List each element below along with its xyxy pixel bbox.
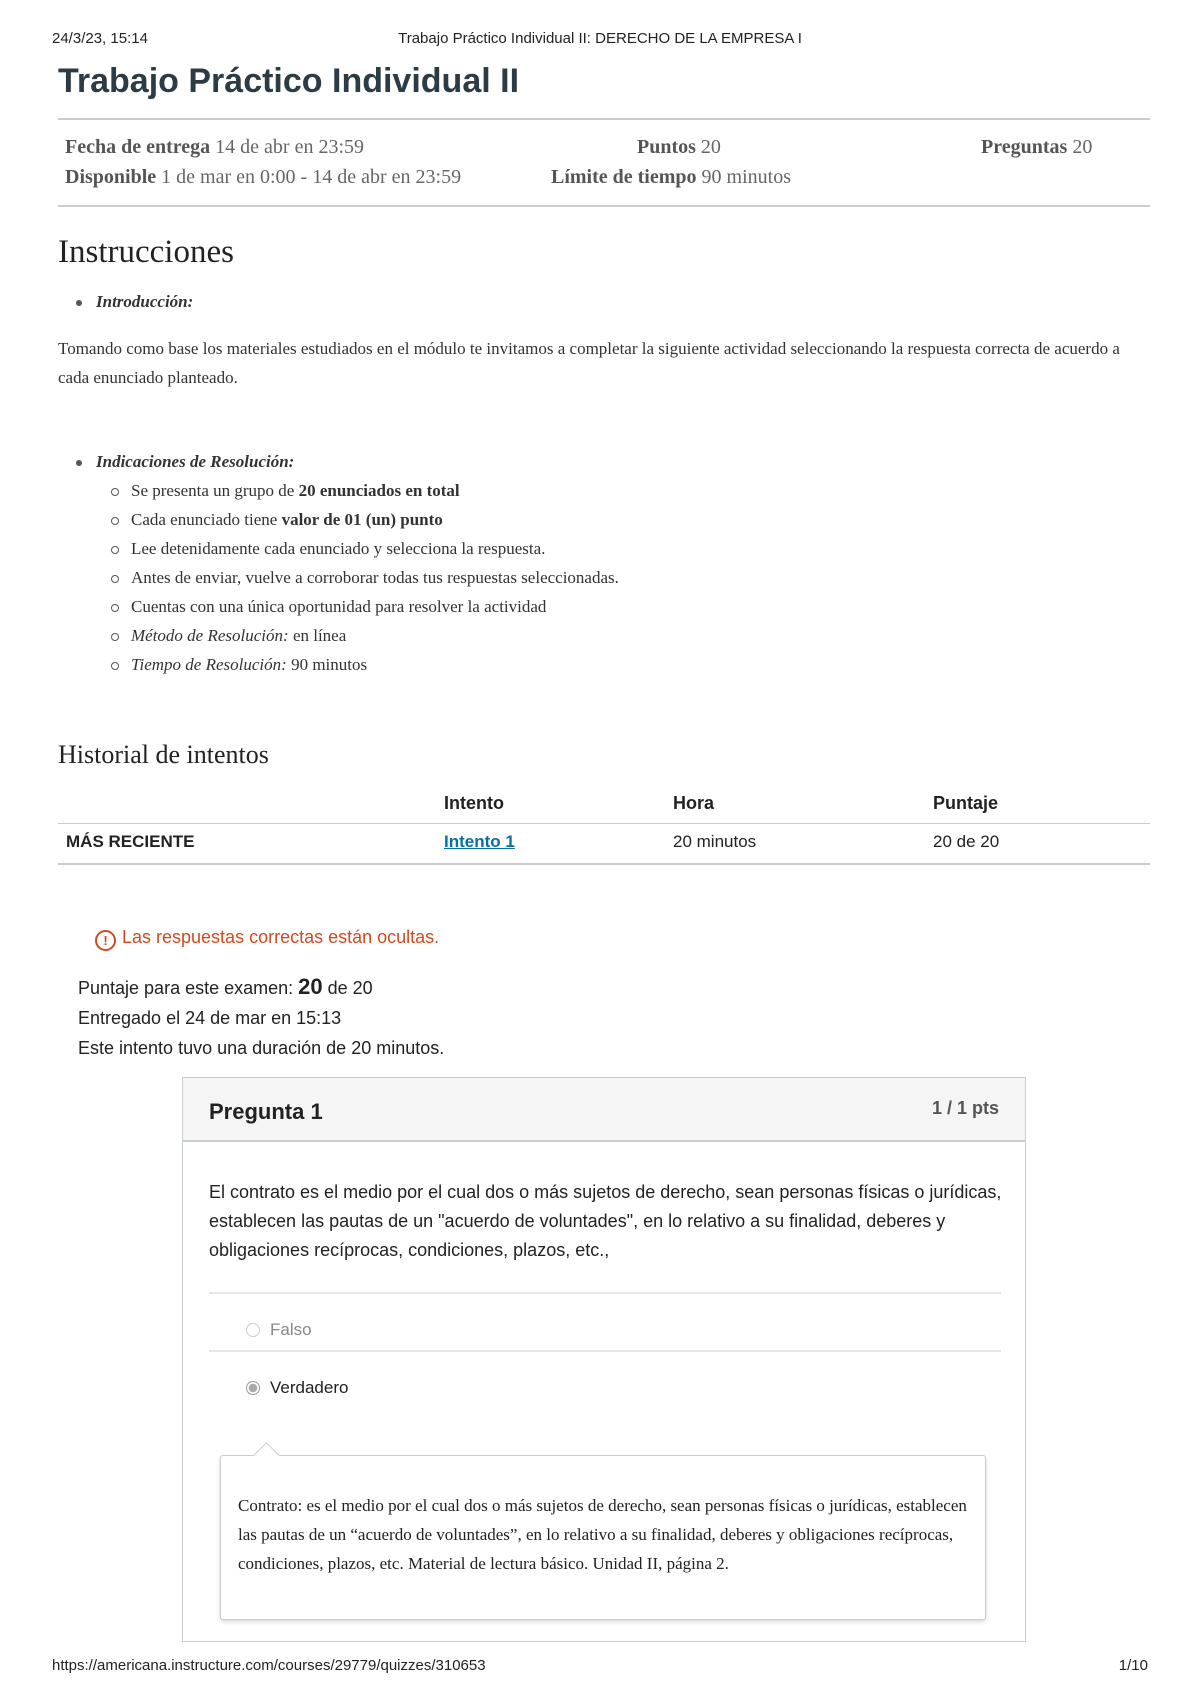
meta-due — [65, 136, 364, 159]
print-doc-title: Trabajo Práctico Individual II: DERECHO DE LA EMPRESA I — [398, 30, 802, 47]
intro-bullet — [76, 292, 193, 312]
row-score: 20 de 20 — [933, 832, 1000, 851]
circle-bullet-icon — [111, 488, 119, 496]
meta-divider — [58, 205, 1150, 207]
print-datetime: 24/3/23, 15:14 — [52, 30, 148, 47]
print-footer — [52, 1657, 1148, 1677]
col-score: Puntaje — [933, 793, 999, 813]
print-page-number: 1/10 — [1118, 1657, 1148, 1674]
row-attempt-cell — [444, 832, 515, 852]
warning-icon: ! — [95, 930, 116, 951]
circle-bullet-icon — [111, 546, 119, 554]
meta-time-limit-label: Límite de tiempo — [551, 166, 697, 188]
circle-bullet-icon — [111, 517, 119, 525]
resolution-item-6: Método de Resolución: en línea — [111, 626, 346, 646]
intro-label: Introducción: — [96, 292, 194, 311]
meta-due-value: 14 de abr en 23:59 — [215, 136, 365, 158]
attempt-link[interactable]: Intento 1 — [444, 832, 515, 851]
radio-checked-icon[interactable] — [246, 1381, 260, 1395]
print-url: https://americana.instructure.com/courses/29779/quizzes/310653 — [52, 1657, 486, 1674]
score-value: 20 — [298, 974, 323, 999]
meta-points-value: 20 — [700, 136, 721, 158]
page-title: Trabajo Práctico Individual II — [58, 62, 520, 100]
question-header — [183, 1078, 1025, 1142]
meta-available — [65, 166, 461, 189]
question-points: 1 / 1 pts — [931, 1098, 999, 1118]
meta-questions-label: Preguntas — [981, 136, 1068, 158]
hidden-answers-alert — [95, 927, 439, 951]
answer-option-true[interactable]: Verdadero — [246, 1378, 348, 1398]
instructions-heading: Instrucciones — [58, 234, 234, 270]
resolution-item-7: Tiempo de Resolución: 90 minutos — [111, 655, 367, 675]
meta-time-limit-value: 90 minutos — [701, 166, 791, 188]
col-attempt: Intento — [444, 793, 504, 813]
row-time: 20 minutos — [673, 832, 757, 851]
bullet-icon — [76, 300, 82, 306]
resolution-item-2: Cada enunciado tiene valor de 01 (un) punto — [111, 510, 443, 530]
question-title: Pregunta 1 — [209, 1099, 323, 1124]
col-time: Hora — [673, 793, 715, 813]
duration-line: Este intento tuvo una duración de 20 minutos. — [78, 1038, 445, 1058]
question-text: El contrato es el medio por el cual dos o más sujetos de derecho, sean personas físicas o jurídicas, establecen las pautas de un "acuerdo de voluntades", en lo relativo a su finalidad, deberes y obligaciones recíprocas, condiciones, plazos, etc., — [209, 1182, 1002, 1260]
meta-questions-value: 20 — [1072, 136, 1093, 158]
meta-points — [637, 136, 721, 159]
circle-bullet-icon — [111, 662, 119, 670]
circle-bullet-icon — [111, 575, 119, 583]
circle-bullet-icon — [111, 633, 119, 641]
intro-text: Tomando como base los materiales estudiados en el módulo te invitamos a completar la siguiente actividad seleccionando la respuesta correcta de acuerdo a cada enunciado planteado. — [58, 339, 1120, 387]
feedback-text: Contrato: es el medio por el cual dos o más sujetos de derecho, sean personas físicas o jurídicas, establecen las pautas de un “acuerdo de voluntades”, en lo relativo a su finalidad, deberes y obligaciones recíprocas, condiciones, plazos, etc. Material de lectura básico. Unidad II, página 2. — [238, 1496, 967, 1573]
resolution-item-1: Se presenta un grupo de 20 enunciados en total — [111, 481, 460, 501]
score-line: Puntaje para este examen: 20 de 20 — [78, 974, 373, 999]
feedback-comment — [220, 1455, 986, 1620]
answer-divider — [209, 1350, 1001, 1352]
resolution-item-4: Antes de enviar, vuelve a corroborar todas tus respuestas seleccionadas. — [111, 568, 619, 588]
row-label: MÁS RECIENTE — [66, 832, 195, 851]
answer-divider — [209, 1292, 1001, 1294]
bullet-icon — [76, 460, 82, 466]
history-header-divider — [58, 823, 1150, 824]
resolution-bullet — [76, 452, 294, 472]
meta-available-label: Disponible — [65, 166, 157, 188]
meta-time-limit — [551, 166, 791, 189]
alert-text: Las respuestas correctas están ocultas. — [122, 927, 440, 947]
meta-available-value: 1 de mar en 0:00 - 14 de abr en 23:59 — [161, 166, 462, 188]
meta-due-label: Fecha de entrega — [65, 136, 211, 158]
answer-option-false[interactable]: Falso — [246, 1320, 312, 1340]
history-bottom-divider — [58, 863, 1150, 865]
history-heading: Historial de intentos — [58, 740, 269, 769]
radio-unchecked-icon[interactable] — [246, 1323, 260, 1337]
meta-points-label: Puntos — [637, 136, 696, 158]
resolution-item-3: Lee detenidamente cada enunciado y selecciona la respuesta. — [111, 539, 545, 559]
print-header — [52, 30, 1148, 50]
resolution-item-5: Cuentas con una única oportunidad para resolver la actividad — [111, 597, 546, 617]
circle-bullet-icon — [111, 604, 119, 612]
title-divider — [58, 118, 1150, 120]
submitted-line: Entregado el 24 de mar en 15:13 — [78, 1008, 342, 1028]
meta-questions — [981, 136, 1092, 159]
resolution-label: Indicaciones de Resolución: — [96, 452, 295, 471]
